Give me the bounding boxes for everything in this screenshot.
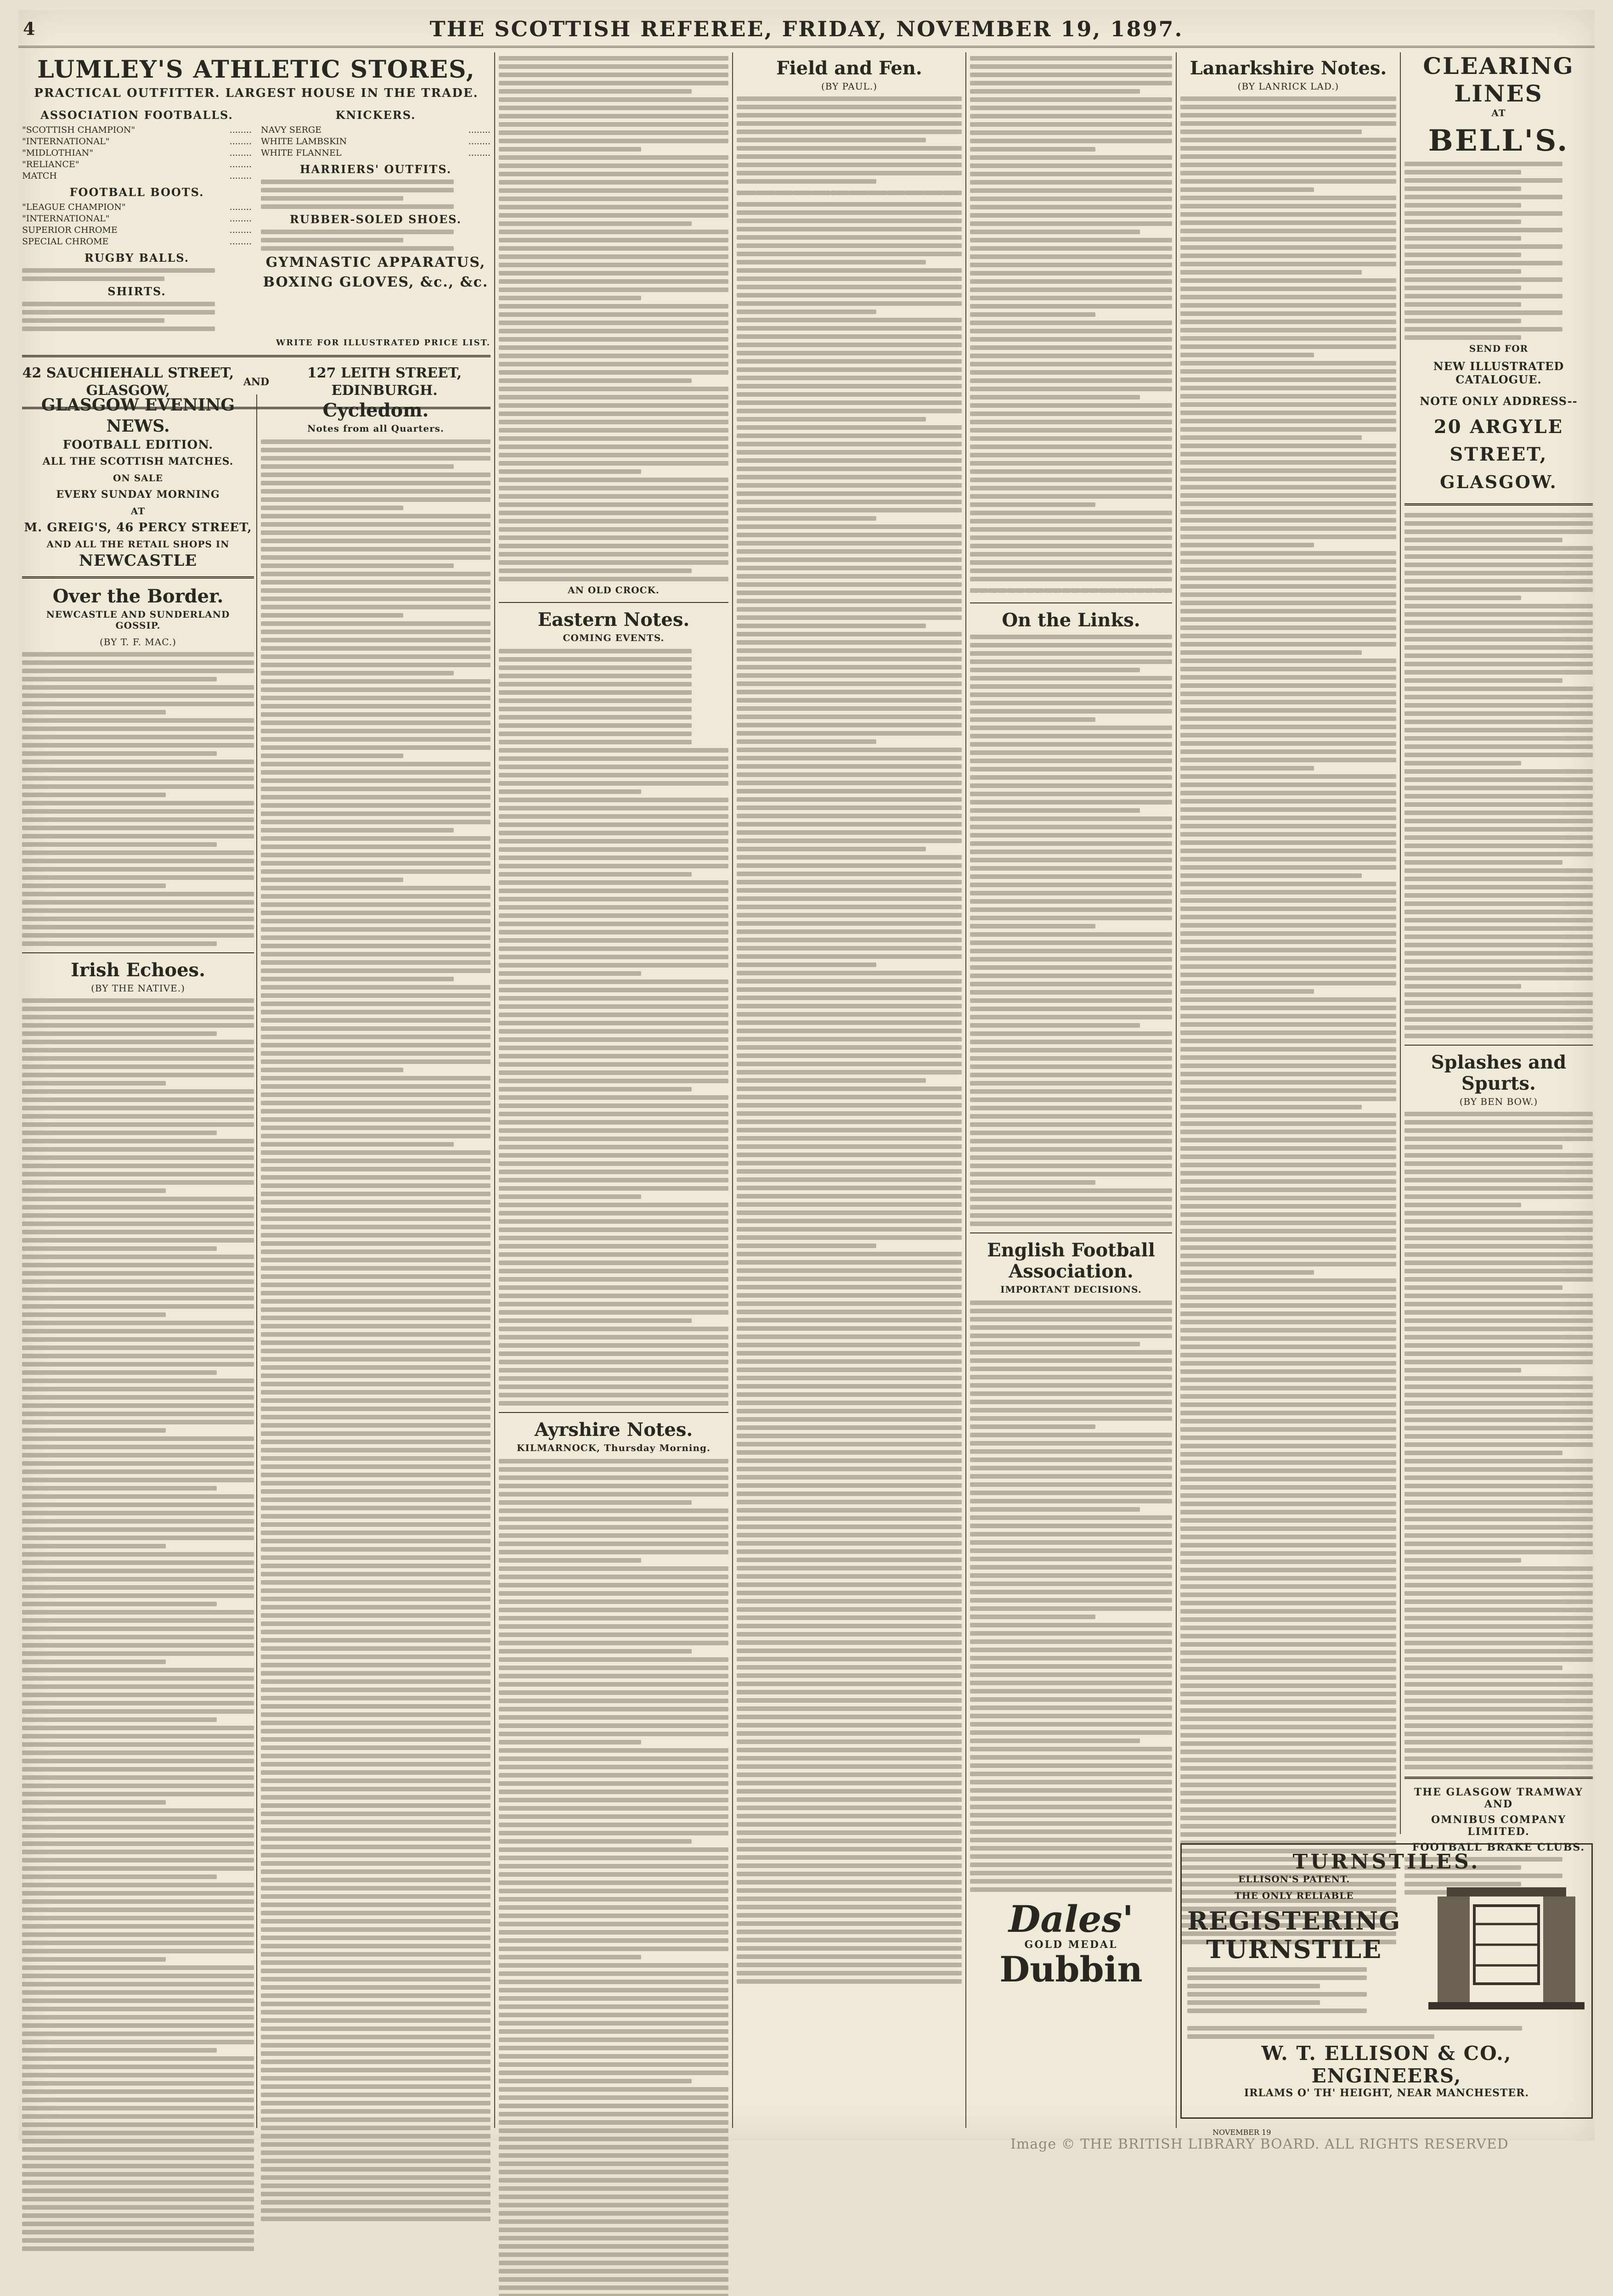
- article-heading-lanarkshire: Lanarkshire Notes.: [1190, 57, 1387, 79]
- newspaper-page: [18, 10, 1595, 2141]
- article-heading-irish: Irish Echoes.: [70, 959, 205, 981]
- article-body: [737, 96, 962, 184]
- lumley-title: LUMLEY'S ATHLETIC STORES,: [37, 56, 475, 84]
- bells-price-list: [1404, 162, 1593, 340]
- dales-name: Dales': [1008, 1897, 1134, 1941]
- lumley-section: KNICKERS.: [335, 108, 416, 122]
- imprint: NOVEMBER 19: [1213, 2128, 1271, 2137]
- lumley-section: ASSOCIATION FOOTBALLS.: [40, 108, 233, 122]
- bells-heading: CLEARING LINES: [1423, 52, 1574, 107]
- lumley-write-for: WRITE FOR ILLUSTRATED PRICE LIST.: [276, 338, 491, 348]
- column-4: Field and Fen. (BY PAUL.): [737, 52, 962, 2128]
- article-body: [499, 649, 728, 1406]
- page-number: 4: [23, 18, 35, 39]
- lumley-subtitle: PRACTICAL OUTFITTER. LARGEST HOUSE IN THE TRADE.: [34, 86, 479, 100]
- bells-name: BELL'S.: [1428, 124, 1569, 158]
- lumley-section: RUBBER-SOLED SHOES.: [289, 213, 462, 226]
- lumley-address-edinburgh: 127 LEITH STREET,: [307, 365, 462, 381]
- evening-news-title: GLASGOW EVENING NEWS.: [41, 395, 235, 436]
- article-heading-eastern: Eastern Notes.: [537, 609, 690, 630]
- article-heading-links: On the Links.: [1002, 609, 1140, 631]
- lumley-address-glasgow: 42 SAUCHIEHALL STREET,: [22, 365, 234, 381]
- masthead: [18, 10, 1595, 48]
- byline-old-crock: AN OLD CROCK.: [568, 585, 660, 596]
- article-heading-ayrshire: Ayrshire Notes.: [534, 1419, 693, 1441]
- lumley-section: GYMNASTIC APPARATUS,: [265, 254, 486, 270]
- article-heading-border: Over the Border.: [52, 585, 224, 607]
- article-heading-cycledom: Cycledom.: [322, 400, 429, 421]
- turnstiles-advert: TURNSTILES. ELLISON'S PATENT. THE ONLY RELIABLE REGISTERING TURNSTILE W. T. ELLISON & CO., ENGINEERS, IRLAMS O' TH' HEIGHT, NEAR MANCHESTER.: [1180, 1843, 1593, 2119]
- column-2: Cycledom. Notes from all Quarters.: [261, 394, 491, 2128]
- column-7: CLEARING LINES AT BELL'S. SEND FOR NEW ILLUSTRATED CATALOGUE. NOTE ONLY ADDRESS-- 20 ARGYLE STREET, GLASGOW. Splashes and Spurts. (BY BEN BOW.) THE GLASGOW TRAMWAY AND OMNIBUS COMPANY LIMITED. FOOTBALL BRAKE CLUBS.: [1404, 52, 1593, 1834]
- column-5: On the Links. English Football Association. IMPORTANT DECISIONS. Dales' GOLD MEDAL Dubbin: [970, 52, 1172, 2128]
- article-body: [737, 202, 962, 1984]
- article-body: [1180, 96, 1396, 1944]
- article-body: [261, 439, 491, 2221]
- turnstiles-firm: W. T. ELLISON & CO., ENGINEERS,: [1261, 2042, 1512, 2087]
- article-heading-efa: English Football Association.: [987, 1239, 1155, 1282]
- article-heading-field: Field and Fen.: [776, 57, 922, 79]
- article-body: [970, 635, 1172, 1226]
- dales-dubbin-advert: Dales' GOLD MEDAL Dubbin: [970, 1899, 1172, 1988]
- copyright-credit: Image © THE BRITISH LIBRARY BOARD. ALL RIGHTS RESERVED: [1010, 2136, 1509, 2152]
- lumley-advert: LUMLEY'S ATHLETIC STORES, PRACTICAL OUTFITTER. LARGEST HOUSE IN THE TRADE. ASSOCIATION FOOTBALLS. "SCOTTISH CHAMPION" ........ "INTERNATIONAL" ........ "MIDLOTHIAN" ........ "RELIANCE" ........ MATCH ........ FOOTBALL BOOTS. "LEAGUE CHAMPION" ........ "INTERNATIONAL" ........ SUPERIOR CHROME ........ SPECIAL CHROME ........ RUGBY BALLS. SHIRTS. KNICKERS. NAVY SERGE ........ WHITE LAMBSKIN ........ WHITE FLANNEL ........ HARRIERS' OUTFITS. RUBBER-SOLED SHOES. GYMNASTIC APPARATUS, BOXING GLOVES, &c., &c. WRITE FOR ILLUSTRATED PRICE LIST. 42 SAUCHIEHALL STREET, GLASGOW, AND 127 LEITH STREET, EDINBURGH.: [22, 52, 491, 392]
- turnstile-illustration: [1410, 1878, 1603, 2016]
- columns: [18, 52, 1595, 2128]
- lumley-section: HARRIERS' OUTFITS.: [299, 163, 452, 176]
- team-lineups: [970, 585, 1172, 596]
- handicap-table: [737, 187, 962, 198]
- article-body: [499, 56, 728, 581]
- lumley-section: BOXING GLOVES, &c., &c.: [263, 274, 489, 290]
- article-body: [1404, 513, 1593, 1038]
- turnstiles-title: TURNSTILES.: [1292, 1850, 1481, 1874]
- tramway-heading: THE GLASGOW TRAMWAY AND: [1414, 1786, 1584, 1810]
- article-body: [970, 56, 1172, 581]
- page-title: THE SCOTTISH REFEREE, FRIDAY, NOVEMBER 19, 1897.: [429, 17, 1184, 41]
- column-6: Lanarkshire Notes. (BY LANRICK LAD.): [1180, 52, 1396, 1834]
- article-body: [22, 998, 254, 2251]
- article-body: [970, 1300, 1172, 1892]
- lumley-section: FOOTBALL BOOTS.: [69, 186, 204, 199]
- column-1: GLASGOW EVENING NEWS. FOOTBALL EDITION. ALL THE SCOTTISH MATCHES. ON SALE EVERY SUNDAY MORNING AT M. GREIG'S, 46 PERCY STREET, AND ALL THE RETAIL SHOPS IN NEWCASTLE Over the Border. NEWCASTLE AND SUNDERLAND GOSSIP. (BY T. F. MAC.) Irish Echoes. (BY THE NATIVE.): [22, 394, 254, 2128]
- lumley-section: RUGBY BALLS.: [84, 251, 190, 264]
- article-body: [22, 652, 254, 946]
- lumley-section: SHIRTS.: [107, 285, 166, 298]
- column-3: AN OLD CROCK. Eastern Notes. COMING EVENTS. Ayrshire Notes. KILMARNOCK, Thursday Morning.: [499, 52, 728, 2128]
- article-body: [499, 1459, 728, 2296]
- article-heading-splashes: Splashes and Spurts.: [1431, 1052, 1567, 1094]
- bells-address: 20 ARGYLE STREET,: [1433, 416, 1564, 465]
- article-body: [1404, 1112, 1593, 1769]
